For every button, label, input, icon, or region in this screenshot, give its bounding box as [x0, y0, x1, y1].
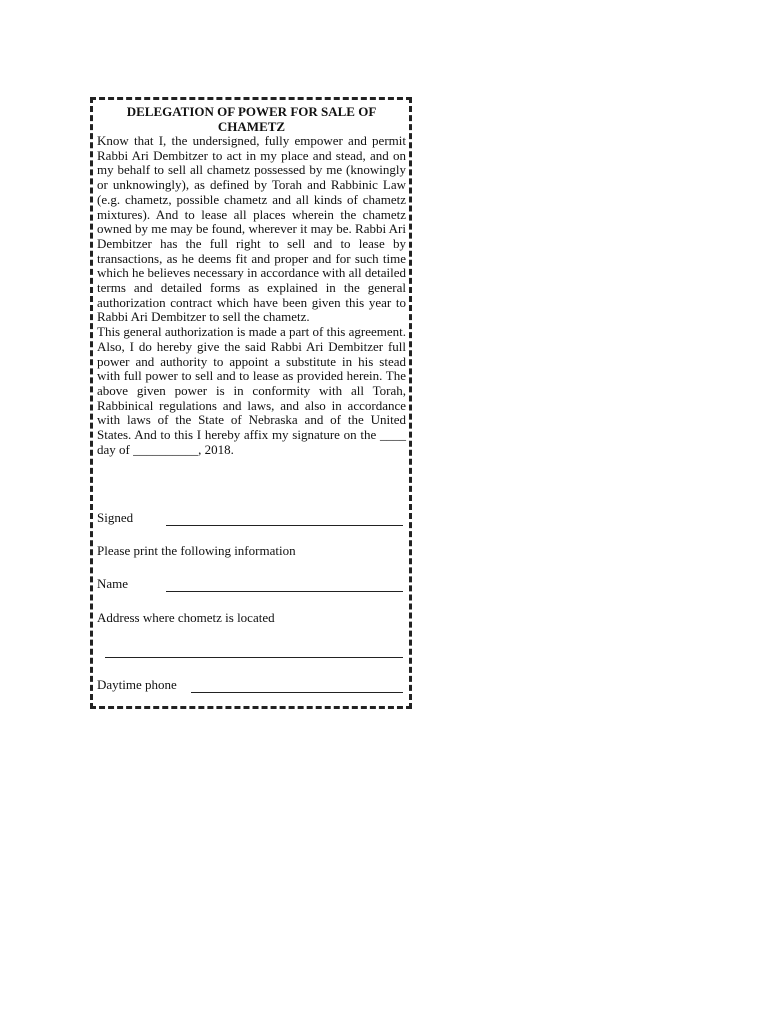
- signed-label: Signed: [97, 510, 134, 525]
- name-row: [97, 576, 404, 591]
- print-instruction: Please print the following information: [97, 543, 296, 558]
- address-label: Address where chometz is located: [97, 610, 275, 625]
- signature-field[interactable]: [166, 525, 403, 526]
- authorization-paragraph-1: Know that I, the undersigned, fully empower and permit Rabbi Ari Dembitzer to act in my place and stead, and on my behalf to sell all chametz possessed by me (knowingly or unknowingly), as defined by Torah and Rabbinic Law (e.g. chametz, possible chametz and all kinds of chametz mixtures). And to lease all places wherein the chametz owned by me may be found, wherever it may be. Rabbi Ari Dembitzer has the full right to sell and to lease by transactions, as he deems fit and proper and for such time which he believes necessary in accordance with all detailed terms and detailed forms as explained in the general authorization contract which have been given this year to Rabbi Ari Dembitzer to sell the chametz.: [97, 133, 406, 325]
- print-instruction-row: [97, 543, 404, 558]
- phone-field[interactable]: [191, 692, 403, 693]
- address-row: [97, 610, 404, 625]
- form-title: DELEGATION OF POWER FOR SALE OF CHAMETZ: [126, 104, 377, 134]
- delegation-form: [90, 97, 412, 709]
- phone-label: Daytime phone: [97, 677, 177, 692]
- signed-row: [97, 510, 404, 525]
- authorization-paragraph-2: This general authorization is made a part of this agreement. Also, I do hereby give the said Rabbi Ari Dembitzer full power and authority to appoint a substitute in his stead with full power to sell and to lease as provided herein. The above given power is in conformity with all Torah, Rabbinical regulations and laws, and also in accordance with laws of the State of Nebraska and of the United States. And to this I hereby affix my signature on the ____ day of __________, 2018.: [97, 324, 406, 457]
- name-label: Name: [97, 576, 129, 591]
- phone-row: [97, 677, 404, 692]
- name-field[interactable]: [166, 591, 403, 592]
- address-field[interactable]: [105, 657, 403, 658]
